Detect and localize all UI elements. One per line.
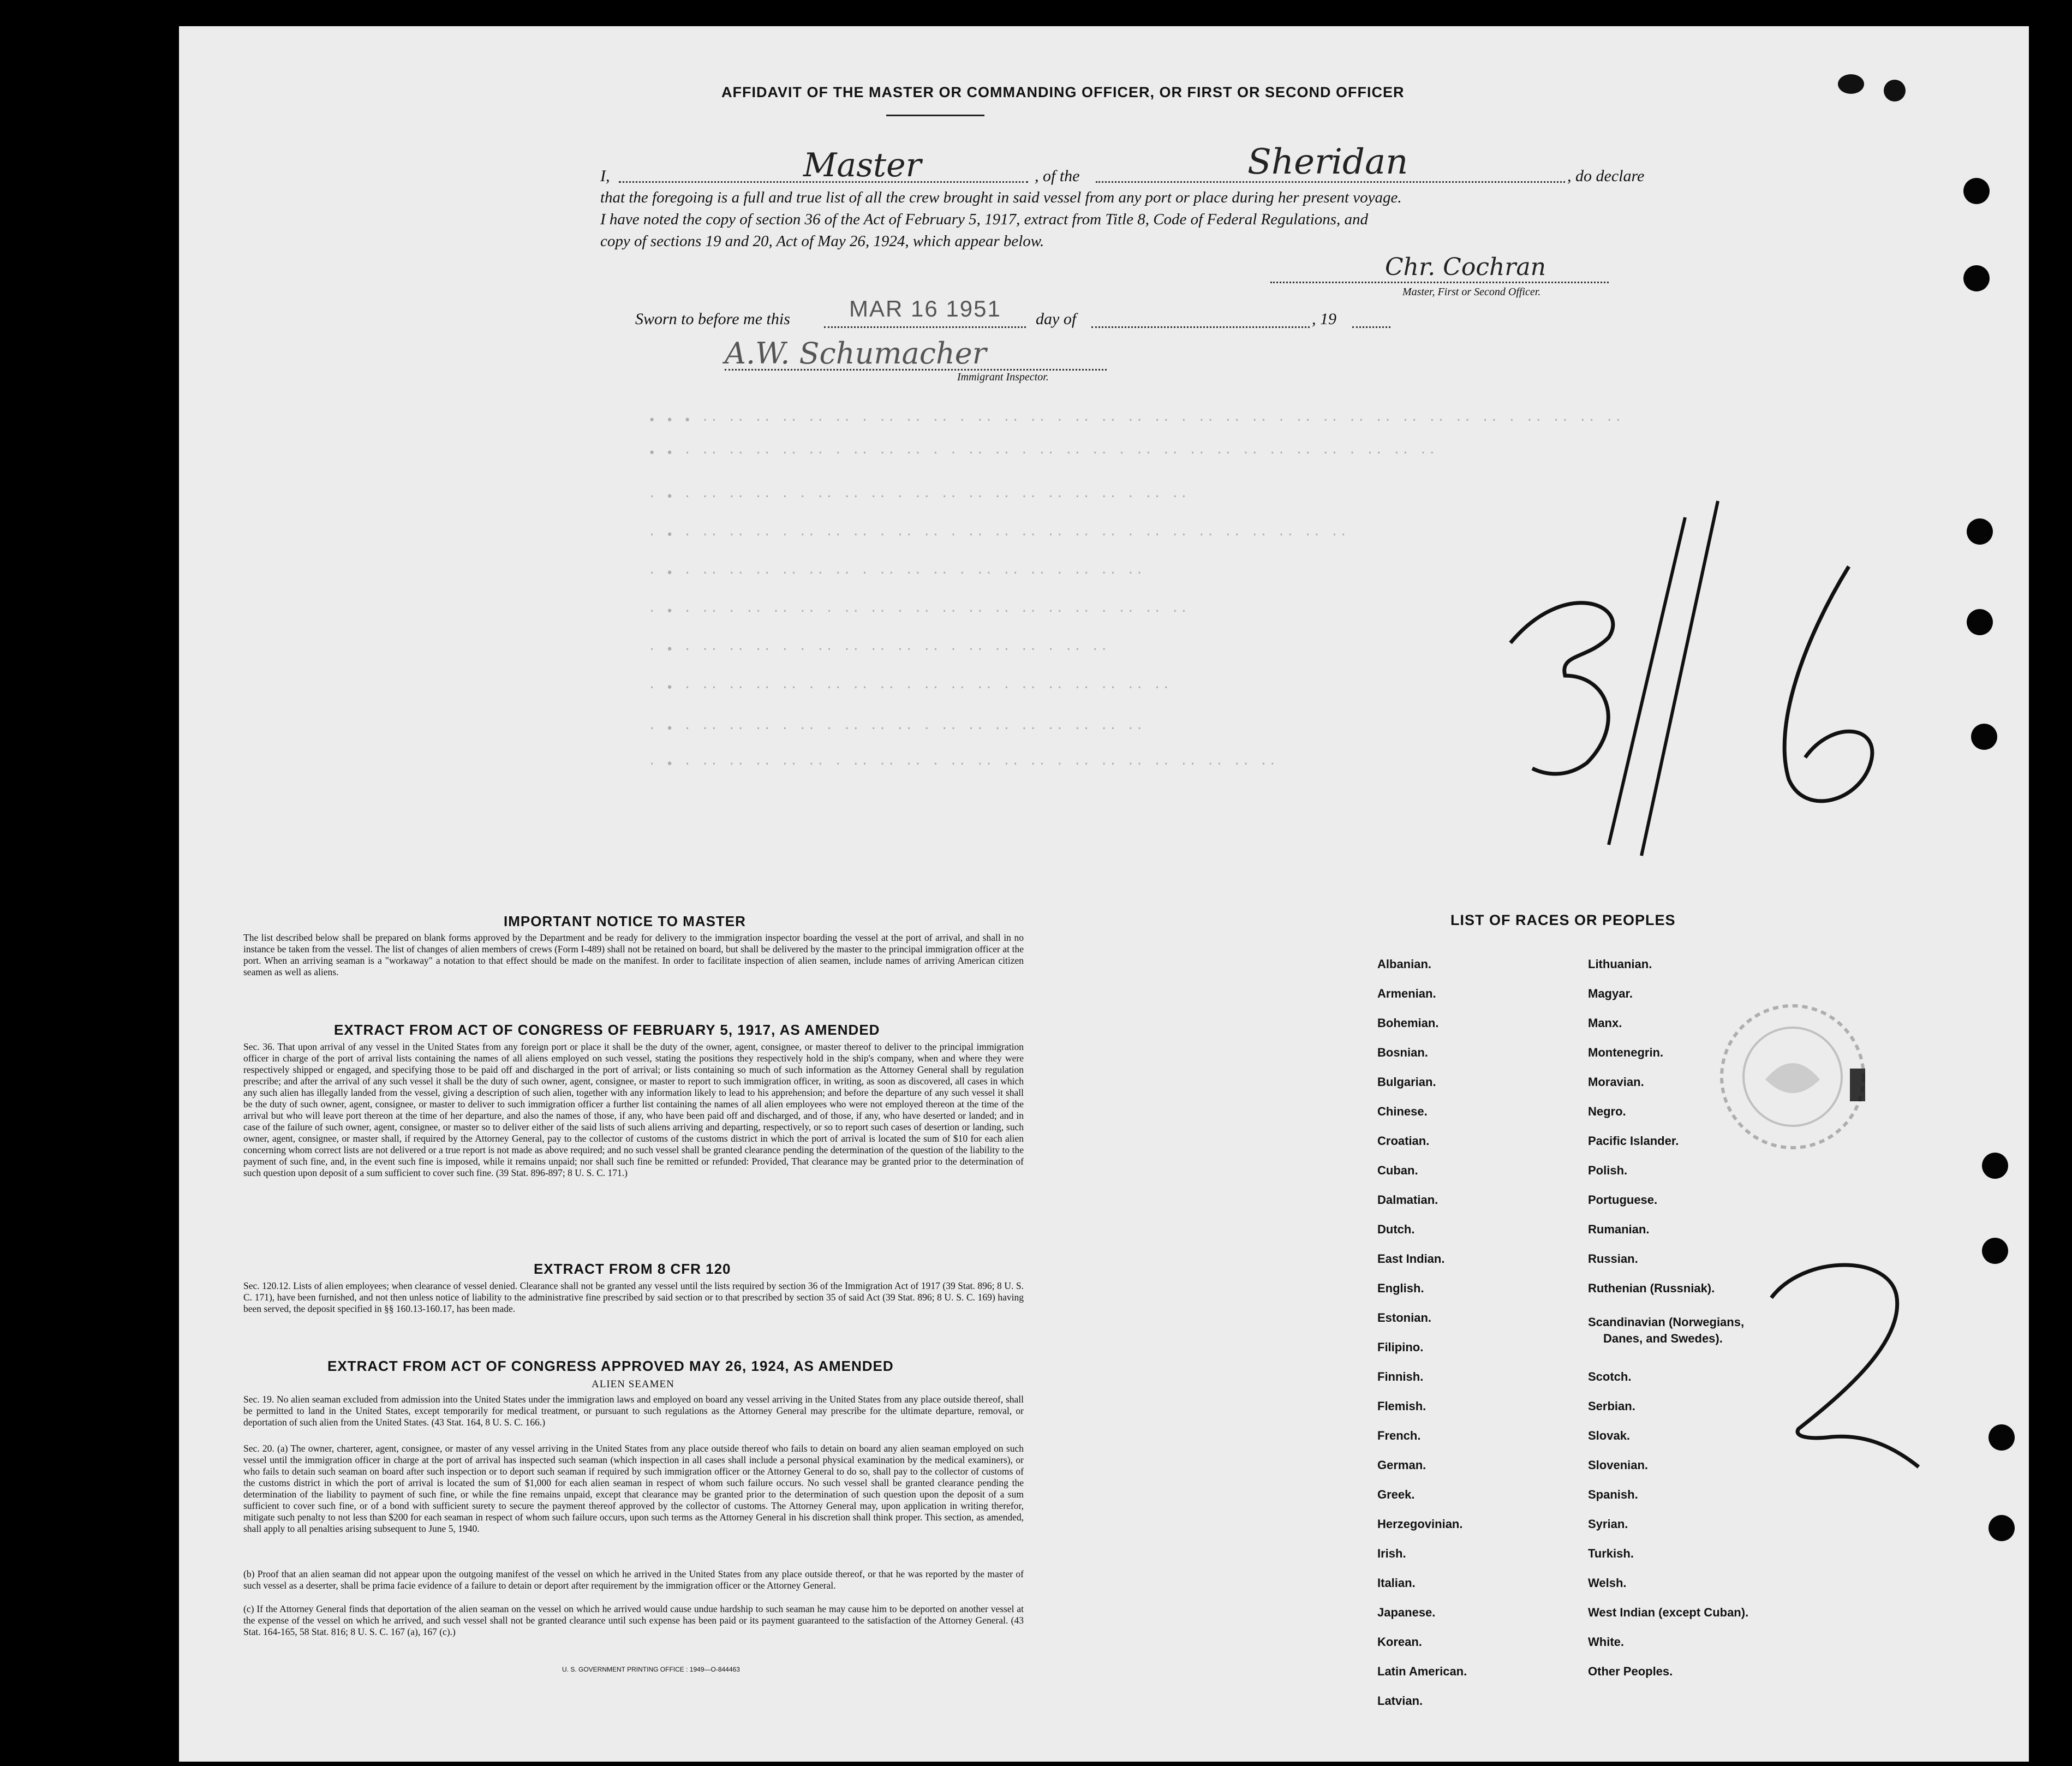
bleed-through-row: · • · ·· ·· ·· · ·· · ·· ·· ·· · ·· ·· ·· ·· ·· ·· ·· ··: [648, 722, 1145, 736]
race-item: Bohemian.: [1377, 1016, 1439, 1030]
punch-hole: [1989, 1515, 2015, 1541]
affidavit-line-4: copy of sections 19 and 20, Act of May 26, 1924, which appear below.: [600, 232, 1044, 250]
punch-hole: [1967, 609, 1993, 635]
master-signature: Chr. Cochran: [1385, 253, 1546, 281]
race-item: Dalmatian.: [1377, 1193, 1438, 1207]
punch-hole: [1982, 1153, 2008, 1179]
race-item: Turkish.: [1588, 1547, 1634, 1560]
bleed-through-row: · • · ·· ·· ·· ·· ·· ·· · ·· ·· ·· · ·· ·· ·· · ·· ·· ··: [648, 566, 1145, 580]
extract-1917-title: EXTRACT FROM ACT OF CONGRESS OF FEBRUARY 5, 1917, AS AMENDED: [334, 1022, 880, 1038]
handwritten-2-mark: [1760, 1249, 1924, 1478]
bleed-through-row: • • • ·· ·· ·· ·· ·· ·· · ·· ·· ·· · ·· ·· ·· · ·· ·· ·· ·· · ·· ·· ·· · ·· ·· ·· ·· ·· ·· ·· ·· · ·· ·· ·· ··: [648, 414, 1623, 427]
race-item: Japanese.: [1377, 1606, 1436, 1619]
race-item: Negro.: [1588, 1105, 1626, 1118]
race-item: Armenian.: [1377, 987, 1436, 1000]
bleed-through-row: · • · ·· ·· ·· ·· · ·· ·· ·· · ·· ·· ·· · ·· ·· ·· ·· ·· ··: [648, 681, 1172, 695]
year-prefix: , 19: [1312, 310, 1336, 328]
sworn-line: [824, 326, 1026, 328]
affidavit-title: AFFIDAVIT OF THE MASTER OR COMMANDING OFFICER, OR FIRST OR SECOND OFFICER: [721, 84, 1405, 100]
punch-hole: [1989, 1424, 2015, 1451]
document-page: [179, 26, 2029, 1762]
race-item: Russian.: [1588, 1252, 1638, 1266]
sec-19-text: Sec. 19. No alien seaman excluded from admission into the United States under the immigration laws and employed on board any vessel arriving in the United States from any place outside thereof, shall be permitted to land in the United States, except temporarily for medical treatment, or pursuant to such regulations as the Attorney General may prescribe for the ultimate departure, removal, or deportation of such alien from the United States. (43 Stat. 164, 8 U. S. C. 166.): [243, 1394, 1024, 1428]
race-item: Scotch.: [1588, 1370, 1632, 1383]
race-item: Welsh.: [1588, 1576, 1627, 1590]
do-declare-text: , do declare: [1567, 167, 1645, 185]
race-item: Albanian.: [1377, 957, 1432, 971]
sworn-prefix: Sworn to before me this: [635, 310, 790, 328]
bleed-through-row: · • · ·· ·· ·· · ·· ·· ·· · ·· ·· · ·· ·· ·· ·· ·· ·· · ·· ·· ·· ·· ·· ·· ·· ··: [648, 528, 1349, 542]
affidavit-line-2: that the foregoing is a full and true list of all the crew brought in said vessel from any port or place during her present voyage.: [600, 189, 1402, 206]
race-item: Ruthenian (Russniak).: [1588, 1281, 1715, 1295]
inspector-signature: A.W. Schumacher: [725, 336, 987, 371]
bleed-through-row: · • · ·· ·· ·· · · ·· ·· ·· · ·· ·· ·· ·· ·· ·· ·· ·· · ·· ··: [648, 490, 1189, 504]
extract-1917-text: Sec. 36. That upon arrival of any vessel in the United States from any foreign port or place it shall be the duty of the owner, agent, consignee, or master thereof to deliver to the principal immigration officer in charge of the port of arrival lists containing the names of all aliens employed on such vessel, stating the positions they respectively hold in the ship's company, when and where they were respectively shipped or engaged, and specifying those to be paid off and discharged in the port of arrival; or lists containing so much of such information as the Attorney General shall by regulation prescribe; and after the arrival of any such vessel it shall be the duty of such owner, agent, consignee, or master to report to such immigration officer, in writing, as soon as discovered, all cases in which any such alien has illegally landed from the vessel, giving a description of such alien, together with any information likely to lead to his apprehension; and before the departure of any such vessel it shall be the duty of such owner, agent, consignee, or master to deliver to such immigration officer a further list containing the names of all alien employees who were not employed thereon at the time of the arrival but who will leave port thereon at the time of her departure, and also the names of those, if any, who have been paid off and discharged, and of those, if any, who have deserted or landed; and in case of the failure of such owner, agent, consignee, or master so to deliver either of the said lists of such aliens arriving and departing, respectively, or so to report such cases of desertion or landing, such owner, agent, consignee, or master shall, if required by the Attorney General, pay to the collector of customs of the customs district in which the port of arrival is located the sum of $10 for each alien concerning whom correct lists are not delivered or a true report is not made as above required; and no such vessel shall be granted clearance pending the determination of the question of the liability to the payment of such fine, and, in the event such fine is imposed, while it remains unpaid; nor shall such fine be remitted or refunded: Provided, That clearance may be granted prior to the determination of such question upon deposit of a sum sufficient to cover such fine. (39 Stat. 896-897; 8 U. S. C. 171.): [243, 1041, 1024, 1178]
race-item: Finnish.: [1377, 1370, 1424, 1383]
race-item: Dutch.: [1377, 1222, 1415, 1236]
race-item: Danes, and Swedes).: [1603, 1332, 1723, 1345]
inspector-line: [725, 369, 1107, 371]
race-item: Filipino.: [1377, 1340, 1424, 1354]
punch-hole: [1982, 1238, 2008, 1264]
race-item: Croatian.: [1377, 1134, 1430, 1148]
race-item: Chinese.: [1377, 1105, 1428, 1118]
race-item: Other Peoples.: [1588, 1664, 1673, 1678]
extract-cfr-title: EXTRACT FROM 8 CFR 120: [534, 1261, 731, 1277]
race-item: Irish.: [1377, 1547, 1406, 1560]
race-item: Polish.: [1588, 1164, 1628, 1177]
extract-cfr-text: Sec. 120.12. Lists of alien employees; when clearance of vessel denied. Clearance shall not be granted any vessel until the lists required by section 36 of the Immigration Act of 1917 (39 Stat. 896; 8 U. S. C. 171), have been furnished, and not then unless notice of liability to the administrative fine prescribed by said section or to that prescribed by section 35 of said Act (39 Stat. 896; 8 U. S. C. 169) having been served, the deposit specified in §§ 160.13-160.17, has been made.: [243, 1280, 1024, 1314]
race-item: Pacific Islander.: [1588, 1134, 1679, 1148]
race-item: Latvian.: [1377, 1694, 1423, 1708]
punch-hole: [1963, 265, 1990, 291]
faded-seal-stamp: [1713, 998, 1872, 1156]
race-item: East Indian.: [1377, 1252, 1445, 1266]
extract-1924-title: EXTRACT FROM ACT OF CONGRESS APPROVED MAY 26, 1924, AS AMENDED: [327, 1358, 894, 1374]
race-item: Manx.: [1588, 1016, 1622, 1030]
race-item: Scandinavian (Norwegians,: [1588, 1315, 1745, 1329]
extract-1924-subtitle: ALIEN SEAMEN: [592, 1379, 674, 1390]
race-item: Latin American.: [1377, 1664, 1467, 1678]
race-item: Montenegrin.: [1588, 1046, 1664, 1059]
punch-hole: [1971, 724, 1997, 750]
race-item: French.: [1377, 1429, 1421, 1442]
sec-20a-text: Sec. 20. (a) The owner, charterer, agent, consignee, or master of any vessel arriving in the United States from any place outside thereof who fails to detain on board any alien seaman employed on such vessel until the immigration officer in charge at the port of arrival has inspected such seaman (which inspection in all cases shall include a personal physical examination by the medical examiners), or who fails to detain such seaman on board after such inspection or to deport such seaman if required by such immigration officer or the Attorney General to do so, shall pay to the collector of customs of the customs district in which the port of arrival is located the sum of $1,000 for each alien seaman in respect of whom such failure occurs. No such vessel shall be granted clearance pending the determination of the liability to payment of such fine, or while the fine remains unpaid, except that clearance may be granted prior to the determination of such question upon the deposit of a sum sufficient to cover such fine, or of a bond with sufficient surety to secure the payment thereof approved by the collector of customs. The Attorney General may, upon application in writing therefor, mitigate such penalty to not less than $200 for each seaman in respect of whom such failure occurs, upon such terms as the Attorney General in his discretion shall think proper. This section, as amended, shall apply to all penalties arising subsequent to June 5, 1940.: [243, 1443, 1024, 1534]
signature-line: [1270, 282, 1609, 283]
race-item: Moravian.: [1588, 1075, 1644, 1089]
race-item: Portuguese.: [1588, 1193, 1658, 1207]
race-item: Cuban.: [1377, 1164, 1418, 1177]
affidavit-line-3: I have noted the copy of section 36 of the Act of February 5, 1917, extract from Title 8, Code of Federal Regulations, and: [600, 211, 1369, 228]
ink-smudge: [1884, 80, 1906, 102]
bleed-through-row: • • · ·· ·· ·· ·· ·· · ·· ·· ·· · · ·· ·· · ·· ·· ·· · ·· ·· ·· ·· ·· ·· ·· ·· · ·· ·· ··: [648, 446, 1437, 460]
races-title: LIST OF RACES OR PEOPLES: [1450, 912, 1676, 928]
date-stamp: MAR 16 1951: [849, 296, 1001, 321]
printer-line: U. S. GOVERNMENT PRINTING OFFICE : 1949—O-844463: [562, 1666, 740, 1673]
bleed-through-row: · • · ·· ·· ·· ·· ·· · ·· ·· ·· · ·· ·· ·· ·· · ·· ·· ·· ·· ·· ·· ·· ··: [648, 757, 1278, 771]
race-item: Serbian.: [1588, 1399, 1635, 1413]
bleed-through-row: · • · ·· · ·· ·· ·· · ·· ·· · ·· ·· ·· ·· ·· ·· ·· · ·· ·· ··: [648, 605, 1189, 618]
officer-handwritten: Master: [803, 146, 922, 184]
sec-20c-text: (c) If the Attorney General finds that deportation of the alien seaman on the vessel on which he arrived would cause undue hardship to such seaman he may cause him to be deported on another vessel at the expense of the vessel on which he arrived, and such vessel shall not be granted clearance until such expense has been paid or its payment guaranteed to the satisfaction of the Attorney General. (43 Stat. 164-165, 58 Stat. 816; 8 U. S. C. 167 (a), 167 (c).): [243, 1603, 1024, 1637]
race-item: West Indian (except Cuban).: [1588, 1606, 1749, 1619]
race-item: Estonian.: [1377, 1311, 1432, 1324]
punch-hole: [1963, 178, 1990, 204]
of-the-text: , of the: [1035, 167, 1080, 185]
notice-title: IMPORTANT NOTICE TO MASTER: [504, 913, 746, 929]
race-item: Greek.: [1377, 1488, 1415, 1501]
month-line: [1091, 326, 1310, 328]
handwritten-3-16-mark: [1500, 496, 1914, 888]
race-item: Korean.: [1377, 1635, 1422, 1649]
notice-text: The list described below shall be prepared on blank forms approved by the Department and be ready for delivery to the immigration inspector boarding the vessel at the port of arrival, and shall in no instance be taken from the vessel. The list of changes of alien members of crews (Form I-489) shall not be retained on board, but shall be delivered by the master to the principal immigration officer at the port. When an arriving seaman is a "workaway" a notation to that effect should be made on the manifest. In order to facilitate inspection of alien seamen, include names of arriving American citizen seamen as well as aliens.: [243, 932, 1024, 977]
title-rule: [886, 115, 984, 116]
race-item: Flemish.: [1377, 1399, 1426, 1413]
race-item: English.: [1377, 1281, 1424, 1295]
signature-caption: Master, First or Second Officer.: [1402, 286, 1541, 298]
i-prefix: I,: [600, 167, 610, 185]
race-item: Rumanian.: [1588, 1222, 1650, 1236]
year-line: [1352, 326, 1390, 328]
race-item: Lithuanian.: [1588, 957, 1652, 971]
day-of-text: day of: [1036, 310, 1077, 328]
race-item: Herzegovinian.: [1377, 1517, 1463, 1531]
race-item: German.: [1377, 1458, 1426, 1472]
race-item: Syrian.: [1588, 1517, 1628, 1531]
punch-hole: [1967, 518, 1993, 545]
race-item: Slovenian.: [1588, 1458, 1649, 1472]
race-item: Italian.: [1377, 1576, 1416, 1590]
inspector-caption: Immigrant Inspector.: [957, 371, 1049, 383]
ink-smudge: [1838, 74, 1864, 94]
race-item: Spanish.: [1588, 1488, 1638, 1501]
race-item: White.: [1588, 1635, 1624, 1649]
race-item: Slovak.: [1588, 1429, 1631, 1442]
bleed-through-row: · • · ·· ·· ·· · · ·· ·· ·· ·· ·· · ·· ·· ·· · ·· ··: [648, 643, 1109, 657]
race-item: Bulgarian.: [1377, 1075, 1436, 1089]
race-item: Magyar.: [1588, 987, 1633, 1000]
race-item: Bosnian.: [1377, 1046, 1428, 1059]
sec-20b-text: (b) Proof that an alien seaman did not appear upon the outgoing manifest of the vessel on which he arrived in the United States from any place outside thereof, or that he was reported by the master of such vessel as a deserter, shall be prima facie evidence of a failure to detain or deport after requirement by the immigration officer or the Attorney General.: [243, 1568, 1024, 1591]
vessel-handwritten: Sheridan: [1247, 142, 1408, 182]
